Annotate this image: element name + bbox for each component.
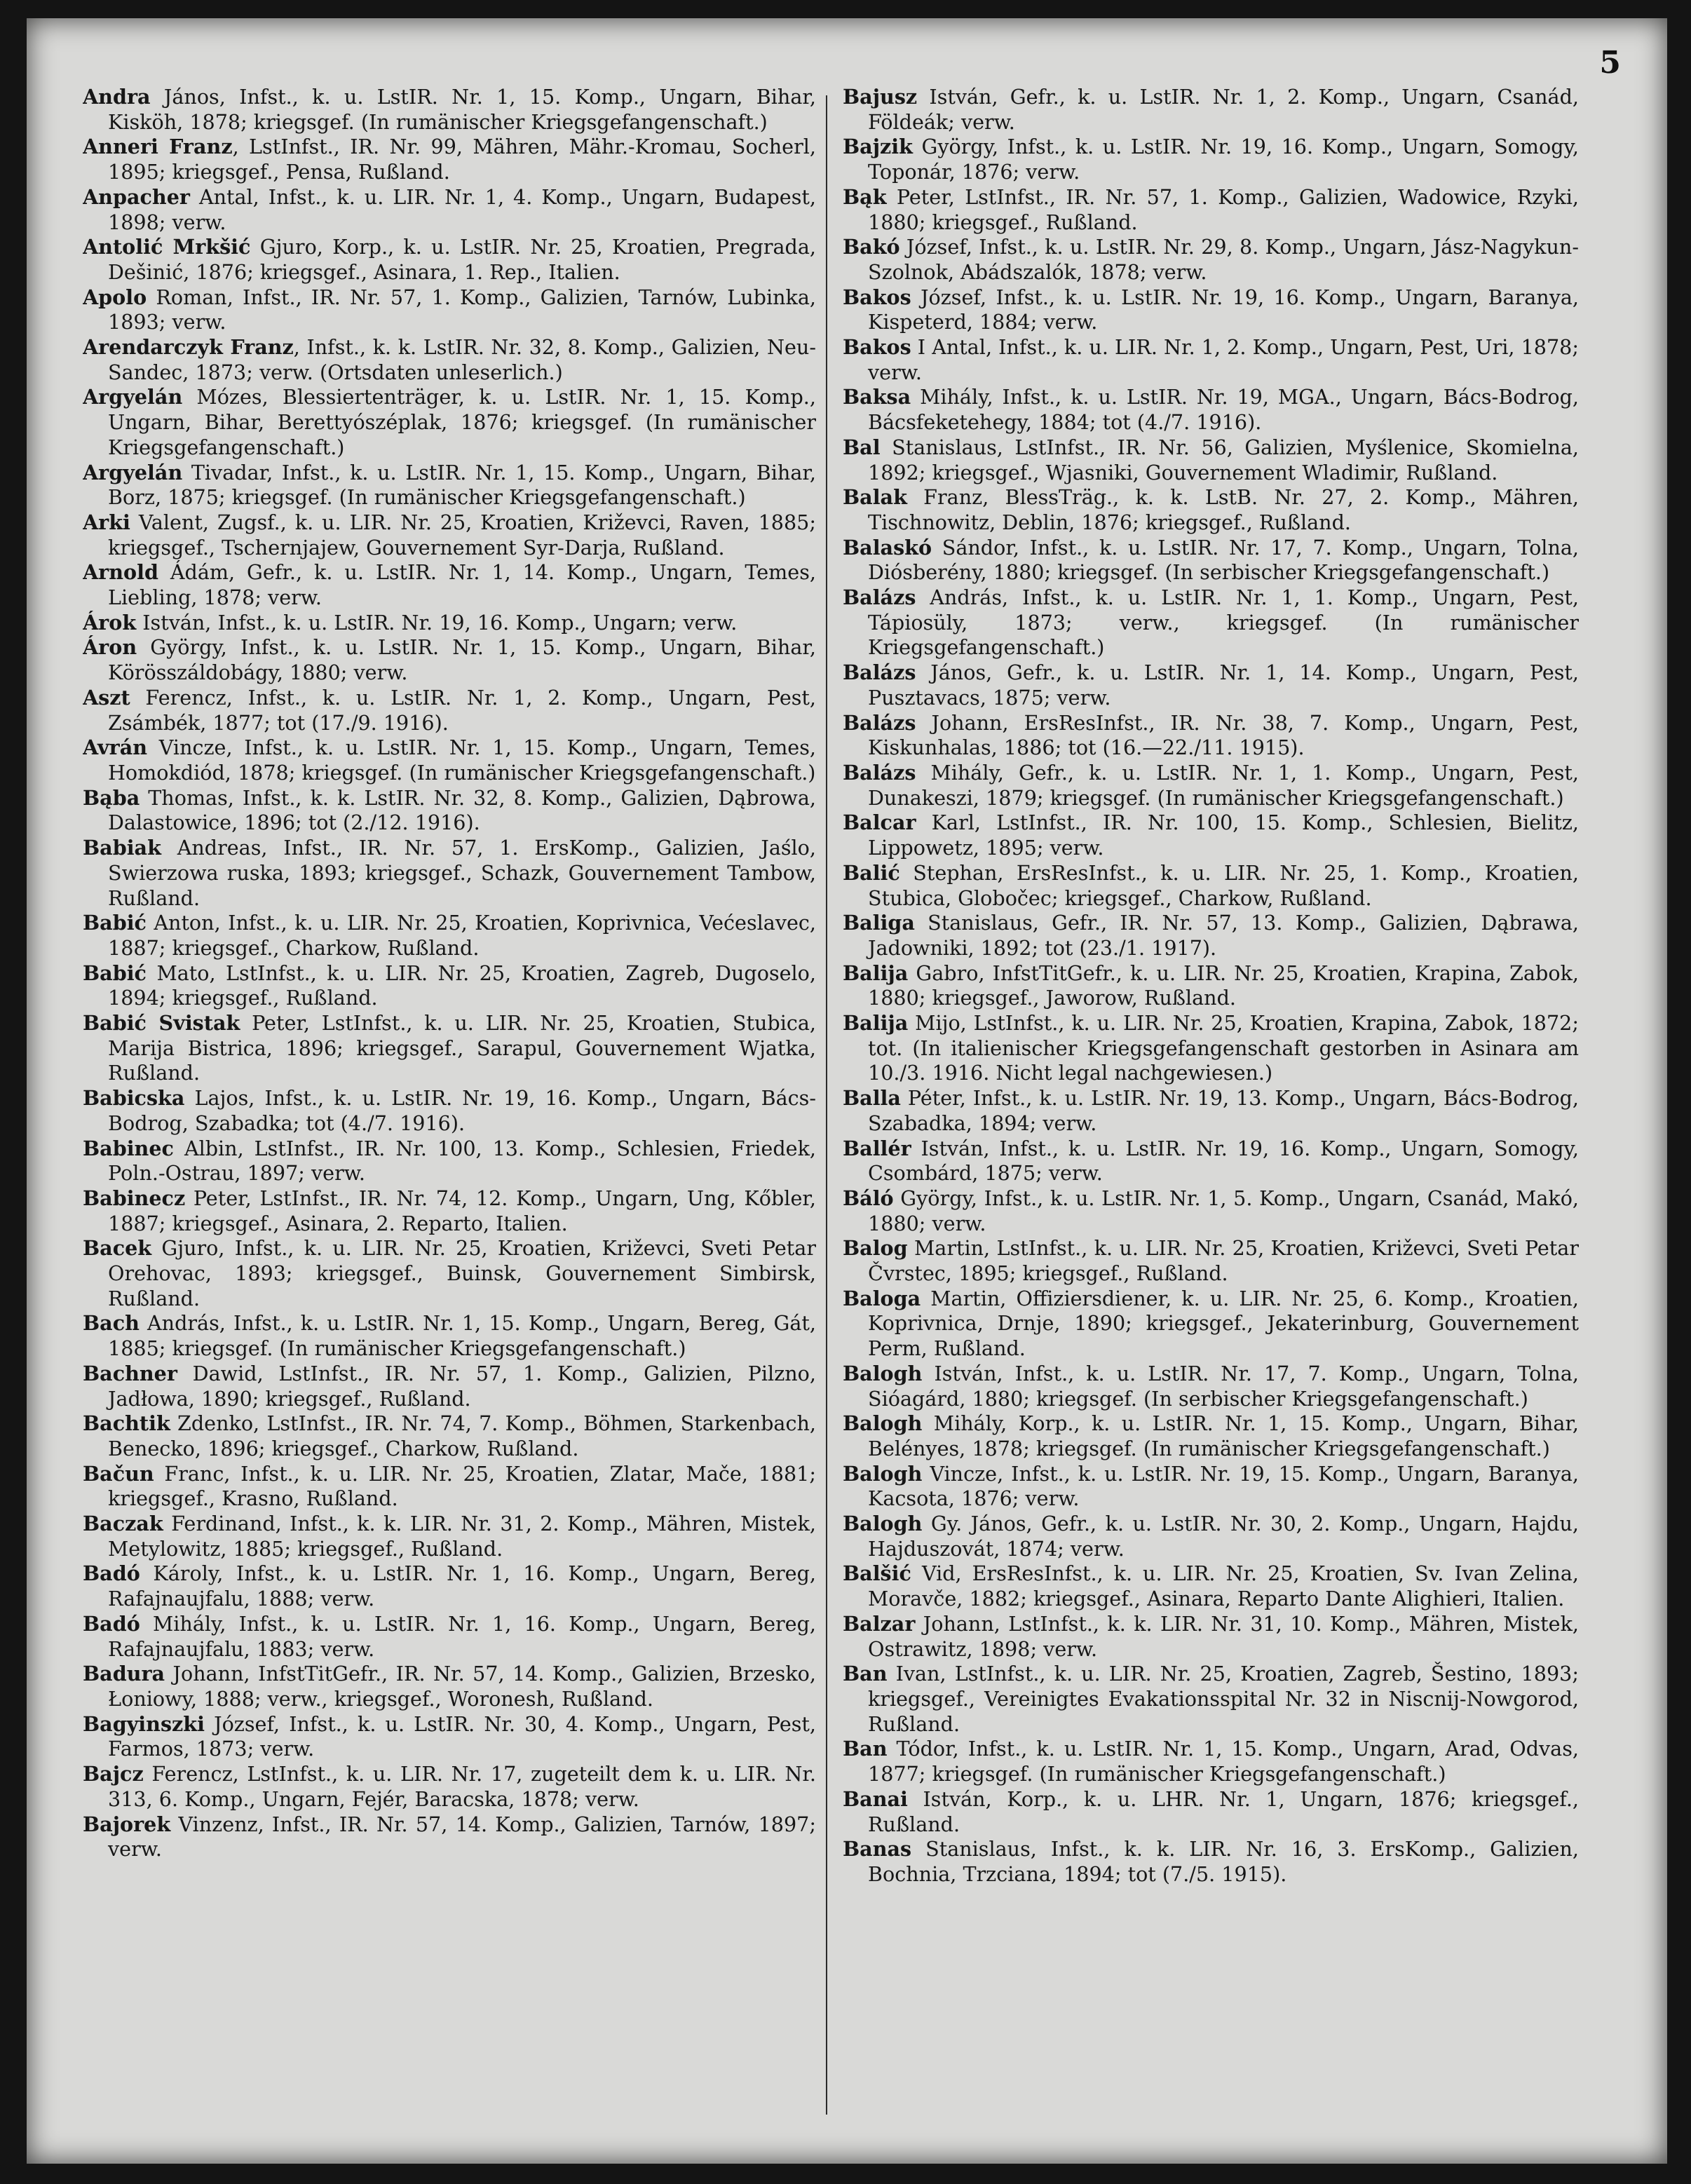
- entry-details: Stanislaus, LstInfst., IR. Nr. 56, Galizien, Myślenice, Skomielna, 1892; kriegsgef., Wjasniki, Gouvernement Wladimir, Rußland.: [868, 435, 1579, 484]
- entry-details: Mihály, Infst., k. u. LstIR. Nr. 19, MGA., Ungarn, Bács-Bodrog, Bácsfeketehegy, 1884; tot (4./7. 1916).: [868, 385, 1579, 435]
- entry-details: Vinzenz, Infst., IR. Nr. 57, 14. Komp., Galizien, Tarnów, 1897; verw.: [108, 1812, 816, 1861]
- entry-details: Ivan, LstInfst., k. u. LIR. Nr. 25, Kroatien, Zagreb, Šestino, 1893; kriegsgef., Vereinigtes Evakationsspital Nr. 32 in Niscnij-Nowgorod, Rußland.: [868, 1662, 1579, 1736]
- entry-details: Martin, LstInfst., k. u. LIR. Nr. 25, Kroatien, Križevci, Sveti Petar Čvrstec, 1895; kriegsgef., Rußland.: [868, 1236, 1579, 1286]
- entry-details: György, Infst., k. u. LstIR. Nr. 19, 16. Komp., Ungarn, Somogy, Toponár, 1876; verw.: [868, 135, 1579, 184]
- entry-surname: Babić Svistak: [83, 1011, 240, 1036]
- casualty-entry: [83, 1186, 816, 1236]
- entry-details: Vincze, Infst., k. u. LstIR. Nr. 19, 15. Komp., Ungarn, Baranya, Kacsota, 1876; verw.: [868, 1461, 1579, 1511]
- entry-surname: Avrán: [83, 735, 148, 760]
- entry-surname: Ban: [843, 1737, 888, 1761]
- entry-surname: Balogh: [843, 1361, 923, 1385]
- entry-surname: Bakos: [843, 285, 911, 309]
- entry-surname: Balázs: [843, 660, 916, 685]
- entry-surname: Babić: [83, 911, 147, 935]
- casualty-entry: [843, 285, 1579, 335]
- entry-details: Anton, Infst., k. u. LIR. Nr. 25, Kroatien, Koprivnica, Većeslavec, 1887; kriegsgef., Charkow, Rußland.: [108, 911, 816, 960]
- entry-details: István, Infst., k. u. LstIR. Nr. 19, 16. Komp., Ungarn, Somogy, Csombárd, 1875; verw.: [868, 1136, 1579, 1186]
- casualty-entry: [843, 1512, 1579, 1561]
- entry-details: , Infst., k. k. LstIR. Nr. 32, 8. Komp., Galizien, Neu-Sandec, 1873; verw. (Ortsdaten unleserlich.): [108, 335, 816, 384]
- casualty-entry: [83, 1086, 816, 1136]
- casualty-entry: [83, 461, 816, 510]
- entry-details: Gy. János, Gefr., k. u. LstIR. Nr. 30, 2. Komp., Ungarn, Hajdu, Hajduszovát, 1874; verw.: [868, 1512, 1579, 1561]
- entry-details: János, Gefr., k. u. LstIR. Nr. 1, 14. Komp., Ungarn, Pest, Pusztavacs, 1875; verw.: [868, 660, 1579, 710]
- entry-surname: Anpacher: [83, 184, 190, 209]
- casualty-entry: [83, 1812, 816, 1862]
- entry-surname: Ban: [843, 1662, 888, 1686]
- entry-surname: Babić: [83, 961, 147, 985]
- casualty-entry: [83, 1411, 816, 1461]
- entry-surname: Bacek: [83, 1236, 152, 1261]
- entry-details: Ferencz, Infst., k. u. LstIR. Nr. 1, 2. Komp., Ungarn, Pest, Zsámbék, 1877; tot (17./9. 1916).: [108, 685, 816, 735]
- entry-surname: Bąk: [843, 184, 887, 209]
- entry-details: Ferdinand, Infst., k. k. LIR. Nr. 31, 2. Komp., Mähren, Mistek, Metylowitz, 1885; kriegsgef., Rußland.: [108, 1512, 816, 1561]
- entry-surname: Baloga: [843, 1286, 921, 1310]
- entry-details: I Antal, Infst., k. u. LIR. Nr. 1, 2. Komp., Ungarn, Pest, Uri, 1878; verw.: [868, 335, 1579, 384]
- entry-surname: Balšić: [843, 1561, 911, 1586]
- casualty-entry: [83, 1137, 816, 1186]
- entry-surname: Arnold: [83, 560, 158, 585]
- entry-surname: Bąba: [83, 785, 140, 810]
- entry-details: Mihály, Korp., k. u. LstIR. Nr. 1, 15. Komp., Ungarn, Bihar, Belényes, 1878; kriegsgef. (In rumänischer Kriegsgefangenschaft.): [868, 1411, 1579, 1460]
- entry-surname: Bachtik: [83, 1411, 170, 1436]
- casualty-entry: [83, 686, 816, 735]
- entry-details: Tivadar, Infst., k. u. LstIR. Nr. 1, 15. Komp., Ungarn, Bihar, Borz, 1875; kriegsgef. (In rumänischer Kriegsgefangenschaft.): [108, 460, 816, 510]
- entry-details: Tódor, Infst., k. u. LstIR. Nr. 1, 15. Komp., Ungarn, Arad, Odvas, 1877; kriegsgef. (In rumänischer Kriegsgefangenschaft.): [868, 1737, 1579, 1786]
- casualty-entry: [83, 911, 816, 961]
- entry-surname: Balogh: [843, 1461, 923, 1486]
- entry-surname: Arendarczyk Franz: [83, 335, 294, 360]
- entry-details: Johann, ErsResInfst., IR. Nr. 38, 7. Komp., Ungarn, Pest, Kiskunhalas, 1886; tot (16.—22./11. 1915).: [868, 710, 1579, 760]
- casualty-entry: [83, 1662, 816, 1711]
- casualty-entry: [843, 961, 1579, 1011]
- casualty-entry: [83, 735, 816, 785]
- entry-details: Mato, LstInfst., k. u. LIR. Nr. 25, Kroatien, Zagreb, Dugoselo, 1894; kriegsgef., Rußland.: [108, 961, 816, 1010]
- entry-details: Sándor, Infst., k. u. LstIR. Nr. 17, 7. Komp., Ungarn, Tolna, Diósberény, 1880; kriegsgef. (In serbischer Kriegsgefangenschaft.): [868, 535, 1579, 585]
- entry-surname: Áron: [83, 635, 137, 660]
- left-column: [83, 85, 816, 2118]
- casualty-entry: [83, 1512, 816, 1561]
- document-page: [27, 18, 1667, 2164]
- column-divider: [826, 95, 827, 2115]
- entry-details: Valent, Zugsf., k. u. LIR. Nr. 25, Kroatien, Križevci, Raven, 1885; kriegsgef., Tschernjajew, Gouvernement Syr-Darja, Rußland.: [108, 510, 816, 559]
- entry-surname: Baliga: [843, 911, 915, 935]
- casualty-entry: [843, 1462, 1579, 1512]
- entry-details: Antal, Infst., k. u. LIR. Nr. 1, 4. Komp., Ungarn, Budapest, 1898; verw.: [108, 184, 816, 234]
- entry-details: Franc, Infst., k. u. LIR. Nr. 25, Kroatien, Zlatar, Mače, 1881; kriegsgef., Krasno, Rußland.: [108, 1461, 816, 1511]
- entry-surname: Balcar: [843, 810, 916, 835]
- entry-surname: Babinecz: [83, 1186, 186, 1210]
- entry-details: Mózes, Blessiertenträger, k. u. LstIR. Nr. 1, 15. Komp., Ungarn, Bihar, Berettyószéplak, 1876; kriegsgef. (In rumänischer Kriegsgefangenschaft.): [108, 385, 816, 459]
- entry-surname: Árok: [83, 610, 137, 635]
- entry-details: Vincze, Infst., k. u. LstIR. Nr. 1, 15. Komp., Ungarn, Temes, Homokdiód, 1878; kriegsgef. (In rumänischer Kriegsgefangenschaft.): [108, 735, 816, 785]
- casualty-entry: [83, 1362, 816, 1411]
- entry-surname: Babinec: [83, 1136, 174, 1160]
- casualty-entry: [83, 135, 816, 184]
- entry-surname: Banai: [843, 1786, 908, 1811]
- entry-surname: Argyelán: [83, 385, 183, 409]
- entry-surname: Balija: [843, 961, 909, 985]
- entry-details: Mijo, LstInfst., k. u. LIR. Nr. 25, Kroatien, Krapina, Zabok, 1872; tot. (In italienischer Kriegsgefangenschaft gestorben in Asinara am 10./3. 1916. Nicht legal nachgewiesen.): [868, 1011, 1579, 1085]
- entry-details: Ádám, Gefr., k. u. LstIR. Nr. 1, 14. Komp., Ungarn, Temes, Liebling, 1878; verw.: [108, 560, 816, 610]
- casualty-entry: [843, 135, 1579, 184]
- entry-surname: Bal: [843, 435, 881, 459]
- entry-details: Lajos, Infst., k. u. LstIR. Nr. 19, 16. Komp., Ungarn, Bács-Bodrog, Szabadka; tot (4./7. 1916).: [108, 1086, 816, 1135]
- casualty-entry: [843, 1411, 1579, 1461]
- entry-surname: Badó: [83, 1611, 140, 1636]
- casualty-entry: [83, 635, 816, 685]
- casualty-entry: [843, 335, 1579, 385]
- casualty-entry: [843, 1561, 1579, 1611]
- entry-details: Martin, Offiziersdiener, k. u. LIR. Nr. 25, 6. Komp., Kroatien, Koprivnica, Drnje, 1890; kriegsgef., Jekaterinburg, Gouvernement Perm, Rußland.: [868, 1286, 1579, 1361]
- casualty-entry: [843, 660, 1579, 710]
- entry-details: Gabro, InfstTitGefr., k. u. LIR. Nr. 25, Kroatien, Krapina, Zabok, 1880; kriegsgef., Jaworow, Rußland.: [868, 961, 1579, 1010]
- casualty-entry: [843, 1737, 1579, 1786]
- entry-details: Mihály, Gefr., k. u. LstIR. Nr. 1, 1. Komp., Ungarn, Pest, Dunakeszi, 1879; kriegsgef. (In rumänischer Kriegsgefangenschaft.): [868, 760, 1579, 810]
- casualty-entry: [843, 1612, 1579, 1662]
- casualty-entry: [83, 611, 816, 636]
- entry-details: Zdenko, LstInfst., IR. Nr. 74, 7. Komp., Böhmen, Starkenbach, Benecko, 1896; kriegsgef., Charkow, Rußland.: [108, 1411, 816, 1460]
- entry-details: István, Infst., k. u. LstIR. Nr. 17, 7. Komp., Ungarn, Tolna, Sióagárd, 1880; kriegsgef. (In serbischer Kriegsgefangenschaft.): [868, 1361, 1579, 1411]
- entry-surname: Báló: [843, 1186, 894, 1210]
- casualty-entry: [83, 1612, 816, 1662]
- entry-surname: Bajcz: [83, 1762, 144, 1786]
- entry-details: Johann, LstInfst., k. k. LIR. Nr. 31, 10. Komp., Mähren, Mistek, Ostrawitz, 1898; verw.: [868, 1611, 1579, 1661]
- entry-details: Franz, BlessTräg., k. k. LstB. Nr. 27, 2. Komp., Mähren, Tischnowitz, Deblin, 1876; kriegsgef., Rußland.: [868, 485, 1579, 534]
- entry-details: András, Infst., k. u. LstIR. Nr. 1, 1. Komp., Ungarn, Pest, Tápiosüly, 1873; verw., kriegsgef. (In rumänischer Kriegsgefangenschaft.): [868, 585, 1579, 660]
- casualty-entry: [843, 1662, 1579, 1737]
- entry-details: György, Infst., k. u. LstIR. Nr. 1, 5. Komp., Ungarn, Csanád, Makó, 1880; verw.: [868, 1186, 1579, 1235]
- entry-details: Peter, LstInfst., k. u. LIR. Nr. 25, Kroatien, Stubica, Marija Bistrica, 1896; kriegsgef., Sarapul, Gouvernement Wjatka, Rußland.: [108, 1011, 816, 1085]
- entry-details: János, Infst., k. u. LstIR. Nr. 1, 15. Komp., Ungarn, Bihar, Kisköh, 1878; kriegsgef. (In rumänischer Kriegsgefangenschaft.): [108, 85, 816, 134]
- entry-details: József, Infst., k. u. LstIR. Nr. 19, 16. Komp., Ungarn, Baranya, Kispeterd, 1884; verw.: [868, 285, 1579, 334]
- entry-surname: Babicska: [83, 1086, 185, 1111]
- casualty-entry: [843, 585, 1579, 660]
- casualty-entry: [843, 911, 1579, 961]
- casualty-entry: [83, 385, 816, 460]
- casualty-entry: [843, 1186, 1579, 1236]
- entry-details: István, Korp., k. u. LHR. Nr. 1, Ungarn, 1876; kriegsgef., Rußland.: [868, 1786, 1579, 1836]
- casualty-entry: [83, 786, 816, 836]
- entry-surname: Ballér: [843, 1136, 911, 1160]
- entry-surname: Baczak: [83, 1512, 163, 1536]
- casualty-entry: [83, 1462, 816, 1512]
- entry-details: Johann, InfstTitGefr., IR. Nr. 57, 14. Komp., Galizien, Brzesko, Łoniowy, 1888; verw., kriegsgef., Woronesh, Rußland.: [108, 1662, 816, 1711]
- entry-details: Karl, LstInfst., IR. Nr. 100, 15. Komp., Schlesien, Bielitz, Lippowetz, 1895; verw.: [868, 810, 1579, 860]
- entry-details: Ferencz, LstInfst., k. u. LIR. Nr. 17, zugeteilt dem k. u. LIR. Nr. 313, 6. Komp., Ungarn, Fejér, Baracska, 1878; verw.: [108, 1762, 816, 1811]
- casualty-entry: [843, 1287, 1579, 1362]
- entry-surname: Balaskó: [843, 535, 932, 559]
- casualty-entry: [83, 1311, 816, 1361]
- entry-details: Károly, Infst., k. u. LstIR. Nr. 1, 16. Komp., Ungarn, Bereg, Rafajnaujfalu, 1888; verw.: [108, 1561, 816, 1611]
- casualty-entry: [83, 560, 816, 610]
- casualty-entry: [83, 836, 816, 911]
- entry-surname: Bachner: [83, 1361, 177, 1385]
- entry-details: Dawid, LstInfst., IR. Nr. 57, 1. Komp., Galizien, Pilzno, Jadłowa, 1890; kriegsgef., Rußland.: [108, 1361, 816, 1411]
- entry-surname: Balla: [843, 1086, 901, 1111]
- entry-surname: Bagyinszki: [83, 1711, 205, 1736]
- entry-surname: Apolo: [83, 285, 147, 309]
- casualty-entry: [843, 761, 1579, 810]
- casualty-entry: [83, 510, 816, 560]
- casualty-entry: [843, 435, 1579, 485]
- casualty-entry: [843, 185, 1579, 235]
- entry-details: Gjuro, Korp., k. u. LstIR. Nr. 25, Kroatien, Pregrada, Dešinić, 1876; kriegsgef., Asinara, 1. Rep., Italien.: [108, 235, 816, 284]
- entry-surname: Bakó: [843, 235, 900, 259]
- casualty-entry: [83, 961, 816, 1011]
- entry-surname: Balija: [843, 1011, 909, 1036]
- entry-details: József, Infst., k. u. LstIR. Nr. 30, 4. Komp., Ungarn, Pest, Farmos, 1873; verw.: [108, 1711, 816, 1761]
- entry-surname: Bajusz: [843, 85, 918, 109]
- entry-surname: Babiak: [83, 836, 161, 860]
- casualty-entry: [83, 1561, 816, 1611]
- entry-details: István, Infst., k. u. LstIR. Nr. 19, 16. Komp., Ungarn; verw.: [136, 610, 738, 635]
- entry-details: Thomas, Infst., k. k. LstIR. Nr. 32, 8. Komp., Galizien, Dąbrowa, Dalastowice, 1896; tot (2./12. 1916).: [108, 785, 816, 835]
- entry-surname: Bajorek: [83, 1812, 171, 1836]
- entry-details: Roman, Infst., IR. Nr. 57, 1. Komp., Galizien, Tarnów, Lubinka, 1893; verw.: [108, 285, 816, 334]
- entry-surname: Balić: [843, 860, 900, 885]
- entry-surname: Balázs: [843, 760, 916, 785]
- entry-surname: Bakos: [843, 335, 911, 360]
- entry-details: András, Infst., k. u. LstIR. Nr. 1, 15. Komp., Ungarn, Bereg, Gát, 1885; kriegsgef. (In rumänischer Kriegsgefangenschaft.): [108, 1311, 816, 1361]
- casualty-entry: [843, 485, 1579, 535]
- entry-details: György, Infst., k. u. LstIR. Nr. 1, 15. Komp., Ungarn, Bihar, Körösszáldobágy, 1880; verw.: [108, 635, 816, 685]
- entry-surname: Arki: [83, 510, 130, 534]
- casualty-entry: [843, 235, 1579, 285]
- entry-details: Albin, LstInfst., IR. Nr. 100, 13. Komp., Schlesien, Friedek, Poln.-Ostrau, 1897; verw.: [108, 1136, 816, 1186]
- entry-surname: Balázs: [843, 710, 916, 735]
- entry-surname: Balogh: [843, 1512, 923, 1536]
- right-column: [843, 85, 1579, 2118]
- entry-details: Peter, LstInfst., IR. Nr. 74, 12. Komp., Ungarn, Ung, Kőbler, 1887; kriegsgef., Asinara, 2. Reparto, Italien.: [108, 1186, 816, 1235]
- entry-details: Peter, LstInfst., IR. Nr. 57, 1. Komp., Galizien, Wadowice, Rzyki, 1880; kriegsgef., Rußland.: [868, 184, 1579, 234]
- casualty-entry: [843, 861, 1579, 911]
- entry-surname: Bach: [83, 1311, 140, 1336]
- casualty-entry: [843, 536, 1579, 585]
- entry-surname: Antolić Mrkšić: [83, 235, 251, 259]
- casualty-entry: [83, 1236, 816, 1311]
- casualty-entry: [843, 1011, 1579, 1086]
- casualty-entry: [83, 235, 816, 285]
- entry-surname: Banas: [843, 1837, 912, 1861]
- entry-details: Péter, Infst., k. u. LstIR. Nr. 19, 13. Komp., Ungarn, Bács-Bodrog, Szabadka, 1894; verw.: [868, 1086, 1579, 1135]
- entry-details: Andreas, Infst., IR. Nr. 57, 1. ErsKomp., Galizien, Jaślo, Swierzowa ruska, 1893; kriegsgef., Schazk, Gouvernement Tambow, Rußland.: [108, 836, 816, 910]
- casualty-entry: [843, 1362, 1579, 1411]
- entry-surname: Balzar: [843, 1611, 916, 1636]
- entry-details: Stanislaus, Infst., k. k. LIR. Nr. 16, 3. ErsKomp., Galizien, Bochnia, Trzciana, 1894; tot (7./5. 1915).: [868, 1837, 1579, 1886]
- entry-details: , LstInfst., IR. Nr. 99, Mähren, Mähr.-Kromau, Socherl, 1895; kriegsgef., Pensa, Rußland.: [108, 135, 816, 184]
- entry-surname: Balázs: [843, 585, 916, 610]
- entry-surname: Balak: [843, 485, 907, 510]
- casualty-entry: [843, 85, 1579, 135]
- casualty-entry: [843, 711, 1579, 761]
- casualty-entry: [83, 1762, 816, 1812]
- casualty-entry: [843, 810, 1579, 860]
- entry-surname: Badó: [83, 1561, 140, 1586]
- casualty-entry: [843, 385, 1579, 435]
- casualty-entry: [843, 1137, 1579, 1186]
- entry-surname: Anneri Franz: [83, 135, 233, 159]
- casualty-entry: [83, 335, 816, 385]
- casualty-entry: [843, 1086, 1579, 1136]
- entry-surname: Balogh: [843, 1411, 923, 1436]
- entry-details: Stanislaus, Gefr., IR. Nr. 57, 13. Komp., Galizien, Dąbrawa, Jadowniki, 1892; tot (23./1. 1917).: [868, 911, 1579, 960]
- casualty-entry: [83, 1712, 816, 1762]
- entry-surname: Balog: [843, 1236, 908, 1261]
- entry-details: Vid, ErsResInfst., k. u. LIR. Nr. 25, Kroatien, Sv. Ivan Zelina, Moravče, 1882; kriegsgef., Asinara, Reparto Dante Alighieri, Italien.: [868, 1561, 1579, 1611]
- entry-details: Stephan, ErsResInfst., k. u. LIR. Nr. 25, 1. Komp., Kroatien, Stubica, Globočec; kriegsgef., Charkow, Rußland.: [868, 860, 1579, 910]
- casualty-entry: [83, 285, 816, 335]
- casualty-entry: [843, 1837, 1579, 1887]
- entry-surname: Argyelán: [83, 460, 183, 484]
- entry-surname: Badura: [83, 1662, 165, 1686]
- entry-details: Mihály, Infst., k. u. LstIR. Nr. 1, 16. Komp., Ungarn, Bereg, Rafajnaujfalu, 1883; verw.: [108, 1611, 816, 1661]
- entry-surname: Aszt: [83, 685, 130, 710]
- casualty-entry: [83, 1011, 816, 1086]
- entry-surname: Baksa: [843, 385, 911, 409]
- casualty-entry: [83, 85, 816, 135]
- page-number: 5: [1599, 45, 1621, 81]
- casualty-entry: [843, 1236, 1579, 1286]
- entry-details: József, Infst., k. u. LstIR. Nr. 29, 8. Komp., Ungarn, Jász-Nagykun-Szolnok, Abádszalók, 1878; verw.: [868, 235, 1579, 284]
- casualty-entry: [843, 1787, 1579, 1837]
- entry-details: István, Gefr., k. u. LstIR. Nr. 1, 2. Komp., Ungarn, Csanád, Földeák; verw.: [868, 85, 1579, 134]
- casualty-entry: [83, 185, 816, 235]
- entry-surname: Bačun: [83, 1461, 154, 1486]
- entry-surname: Bajzik: [843, 135, 913, 159]
- entry-details: Gjuro, Infst., k. u. LIR. Nr. 25, Kroatien, Križevci, Sveti Petar Orehovac, 1893; kriegsgef., Buinsk, Gouvernement Simbirsk, Rußland.: [108, 1236, 816, 1310]
- entry-surname: Andra: [83, 85, 151, 109]
